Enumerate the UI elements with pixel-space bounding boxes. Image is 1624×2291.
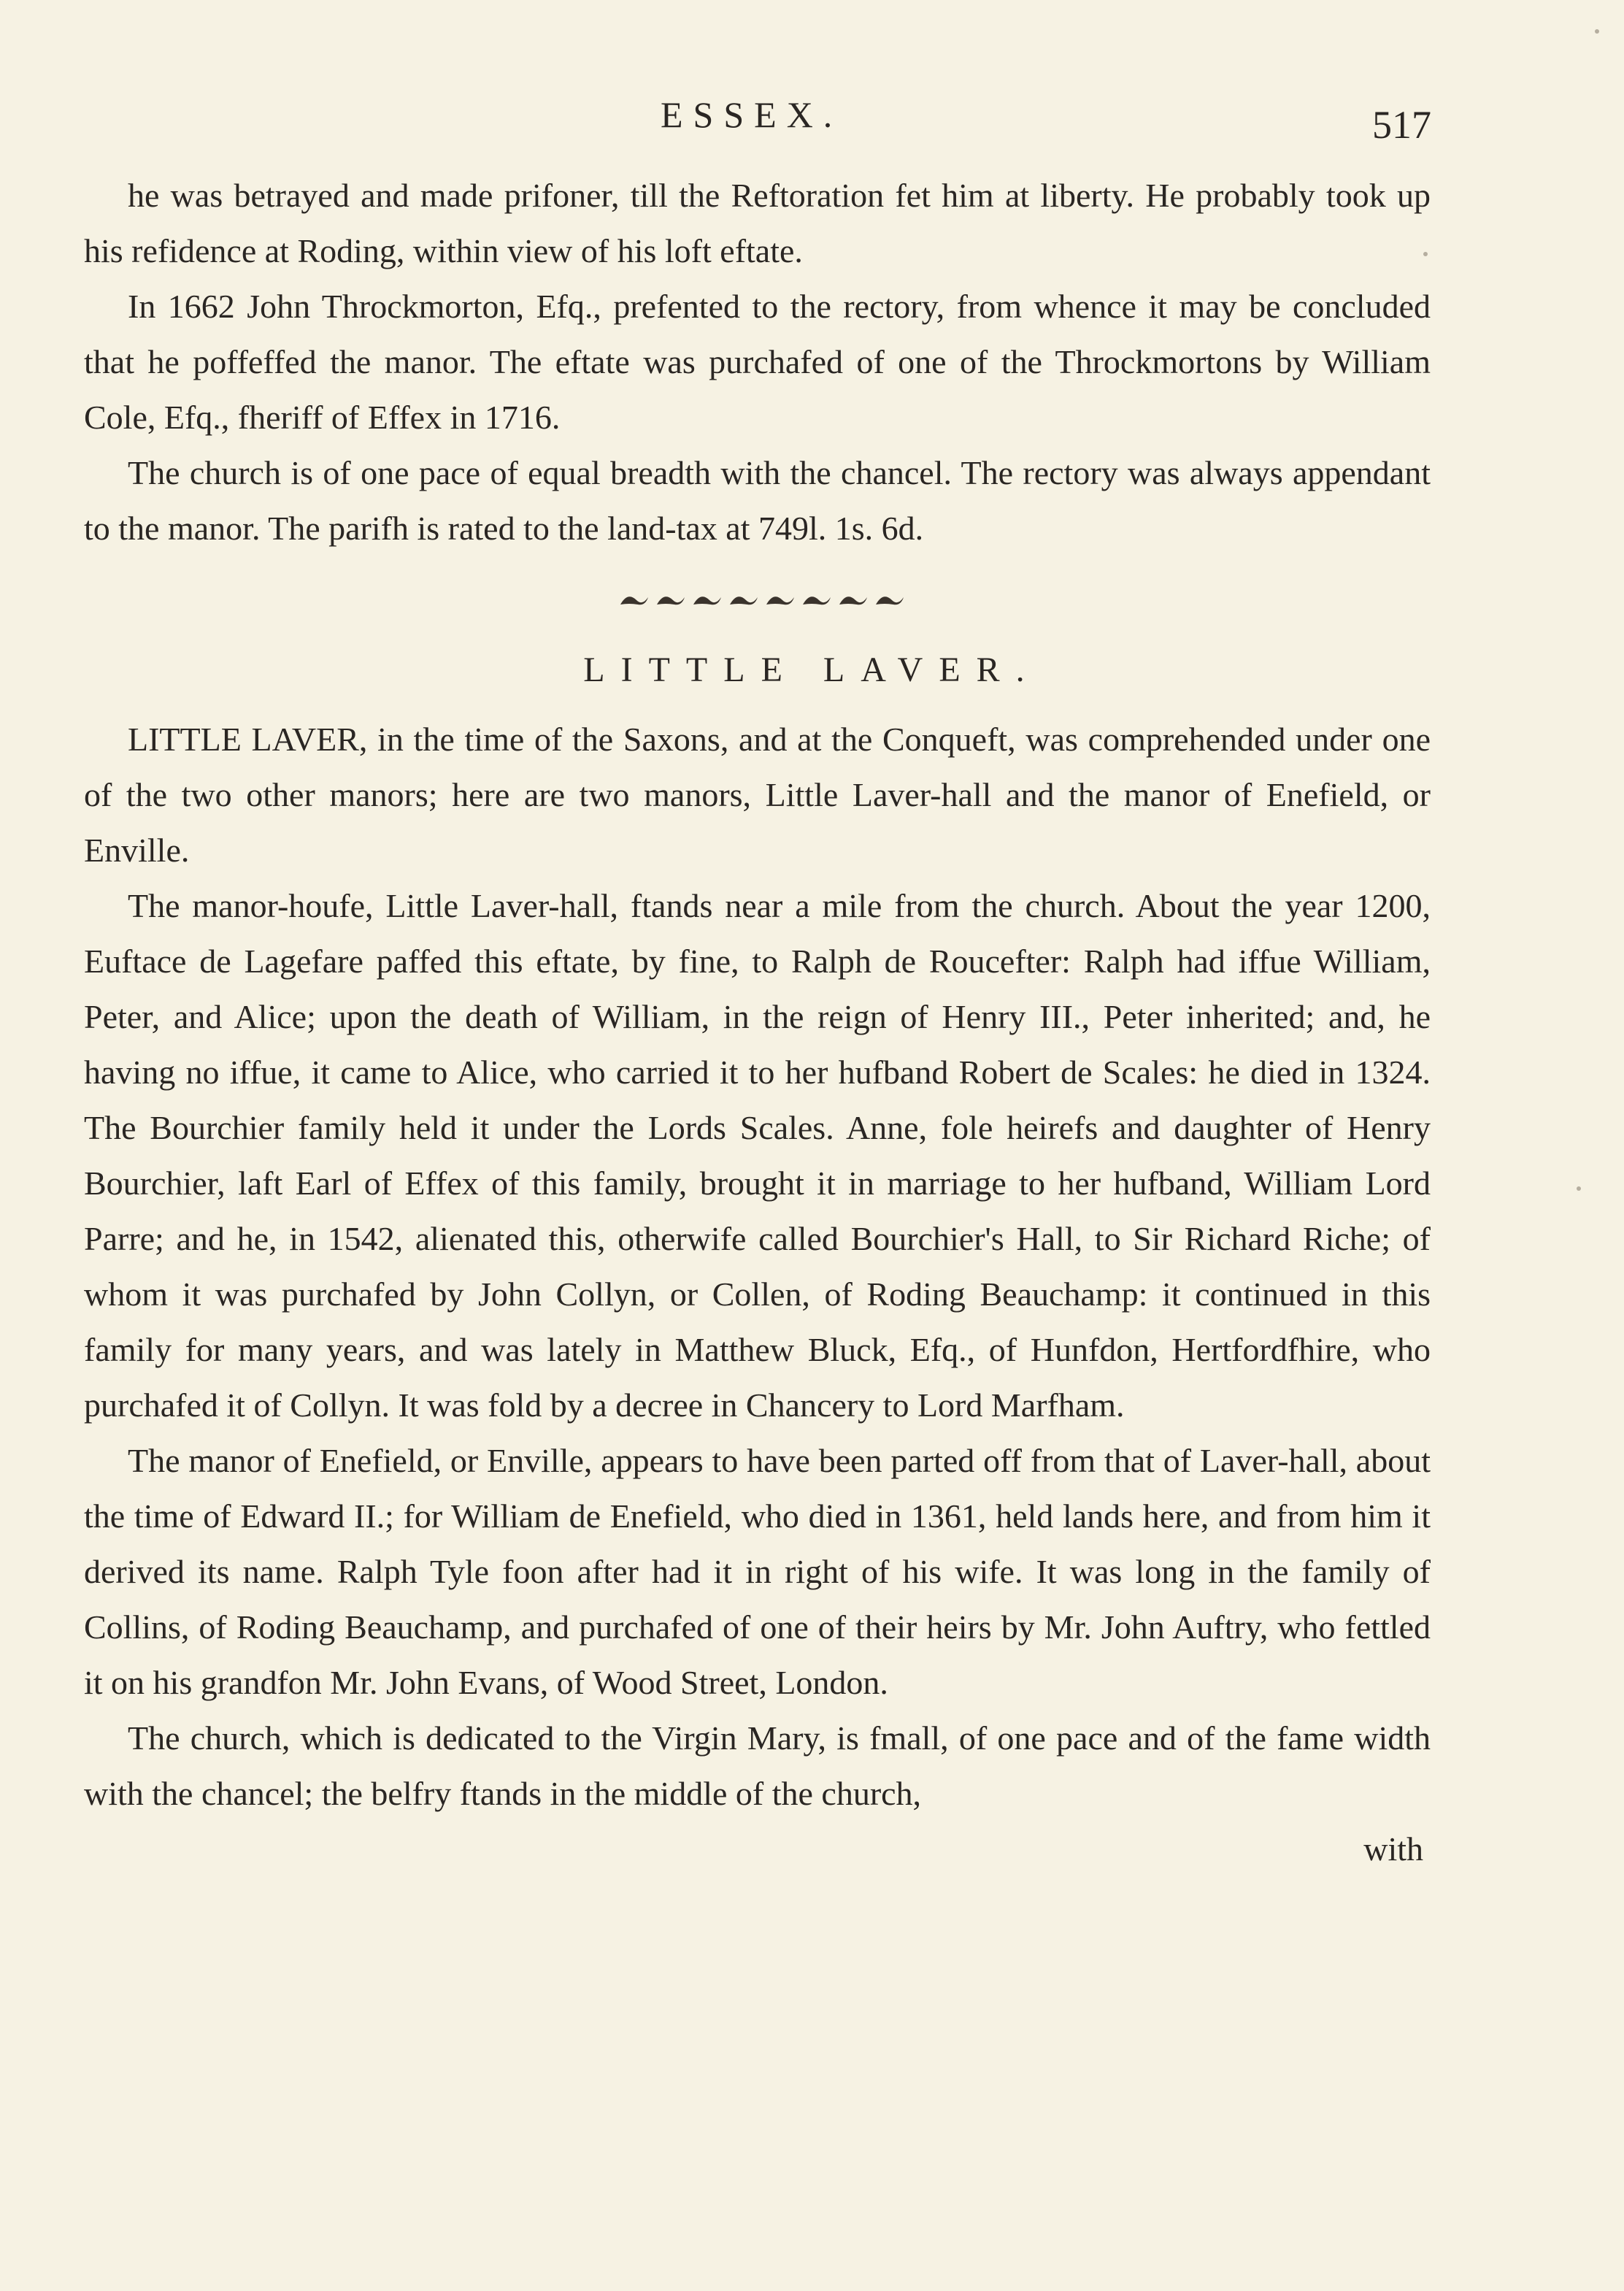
paper-speck [1595, 29, 1599, 34]
paragraph-church-virgin-mary: The church, which is dedicated to the Virgin Mary, is fmall, of one pace and of the fame width with the chancel; the belfry ftands in the middle of the church, [84, 1719, 1431, 1812]
section-title: LITTLE LAVER. [583, 651, 1041, 689]
running-head: ESSEX. [661, 94, 843, 135]
paragraph-manor-house: The manor-houfe, Little Laver-hall, ftands near a mile from the church. About the year 1200, Euftace de Lagefare paffed this eftate, by fine, to Ralph de Roucefter: Ralph had iffue William, Peter, and Alice; upon the death of William, in the reign of Henry III., Peter inherited; and, he having no iffue, it came to Alice, who carried it to her hufband Robert de Scales: he died in 1324. The Bourchier family held it under the Lords Scales. Anne, fole heirefs and daughter of Henry Bourchier, laft Earl of Effex of this family, brought it in marriage to her hufband, William Lord Parre; and he, in 1542, alienated this, otherwife called Bourchier's Hall, to Sir Richard Riche; of whom it was purchafed by John Collyn, or Collen, of Roding Beauchamp: it continued in this family for many years, and was lately in Matthew Bluck, Efq., of Hunfdon, Hertfordfhire, who purchafed it of Collyn. It was fold by a decree in Chancery to Lord Marfham. [84, 887, 1431, 1424]
paper-speck [1577, 1186, 1581, 1191]
paragraph-betrayed: he was betrayed and made prifoner, till the Reftoration fet him at liberty. He probably took up his refidence at Roding, within view of his loft eftate. [84, 177, 1431, 269]
paragraph-church-rectory: The church is of one pace of equal breadth with the chancel. The rectory was always appendant to the manor. The parifh is rated to the land-tax at 749l. 1s. 6d. [84, 454, 1431, 547]
catchword: with [1363, 1830, 1423, 1868]
paper-speck [1423, 252, 1428, 256]
paragraph-throckmorton: In 1662 John Throckmorton, Efq., prefented to the rectory, from whence it may be concluded that he poffeffed the manor. The eftate was purchafed of one of the Throckmortons by William Cole, Efq., fheriff of Effex in 1716. [84, 288, 1431, 436]
top-text-block [84, 168, 1431, 556]
paragraph-little-laver-intro: LITTLE LAVER, in the time of the Saxons, and at the Conqueft, was comprehended under one of the two other manors; here are two manors, Little Laver-hall and the manor of Enefield, or Enville. [84, 721, 1431, 869]
main-text-block [84, 712, 1431, 1877]
section-ornament [613, 584, 920, 613]
catchword-row [84, 1822, 1431, 1877]
paragraph-enefield-manor: The manor of Enefield, or Enville, appears to have been parted off from that of Laver-hall, about the time of Edward II.; for William de Enefield, who died in 1361, held lands here, and from him it derived its name. Ralph Tyle foon after had it in right of his wife. It was long in the family of Collins, of Roding Beauchamp, and purchafed of one of their heirs by Mr. John Auftry, who fettled it on his grandfon Mr. John Evans, of Wood Street, London. [84, 1442, 1431, 1701]
page-number: 517 [1372, 103, 1431, 147]
